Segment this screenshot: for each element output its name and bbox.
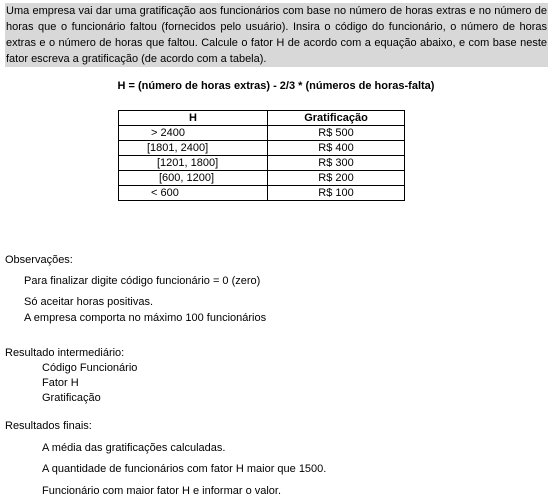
range-cell: < 600 bbox=[119, 186, 268, 201]
final-item: A quantidade de funcionários com fator H maior que 1500. bbox=[42, 463, 327, 475]
range-cell: [1801, 2400] bbox=[119, 141, 268, 156]
bonus-cell: R$ 100 bbox=[268, 186, 405, 201]
final-results-heading: Resultados finais: bbox=[5, 420, 92, 432]
gratification-table bbox=[118, 110, 405, 201]
column-header-gratificacao: Gratificação bbox=[268, 111, 405, 126]
intermediate-item: Fator H bbox=[42, 377, 79, 389]
final-item: Funcionário com maior fator H e informar o valor. bbox=[42, 485, 282, 497]
intermediate-results-heading: Resultado intermediário: bbox=[5, 347, 125, 359]
observation-item: A empresa comporta no máximo 100 funcionários bbox=[24, 312, 267, 324]
final-item: A média das gratificações calculadas. bbox=[42, 442, 226, 454]
table-header-row bbox=[119, 111, 405, 126]
range-cell: [600, 1200] bbox=[119, 171, 268, 186]
table-row bbox=[119, 156, 405, 171]
intermediate-item: Código Funcionário bbox=[42, 362, 138, 374]
intermediate-item: Gratificação bbox=[42, 392, 101, 404]
observation-item: Só aceitar horas positivas. bbox=[24, 296, 154, 308]
table-row bbox=[119, 126, 405, 141]
table-row bbox=[119, 171, 405, 186]
bonus-cell: R$ 200 bbox=[268, 171, 405, 186]
range-cell: [1201, 1800] bbox=[119, 156, 268, 171]
column-header-h: H bbox=[119, 111, 268, 126]
bonus-cell: R$ 400 bbox=[268, 141, 405, 156]
table-row bbox=[119, 141, 405, 156]
problem-statement: Uma empresa vai dar uma gratificação aos funcionários com base no número de horas extras e no número de horas que o funcionário faltou (fornecidos pelo usuário). Insira o código do funcionário, o número de horas extras e o número de horas que faltou. Calcule o fator H de acordo com a equação abaixo, e com base neste fator escreva a gratificação (de acordo com a tabela). bbox=[6, 5, 547, 65]
range-cell: > 2400 bbox=[119, 126, 268, 141]
table-row bbox=[119, 186, 405, 201]
bonus-cell: R$ 300 bbox=[268, 156, 405, 171]
observation-item: Para finalizar digite código funcionário = 0 (zero) bbox=[24, 275, 261, 287]
bonus-cell: R$ 500 bbox=[268, 126, 405, 141]
formula: H = (número de horas extras) - 2/3 * (números de horas-falta) bbox=[117, 80, 435, 92]
observations-heading: Observações: bbox=[5, 254, 73, 266]
